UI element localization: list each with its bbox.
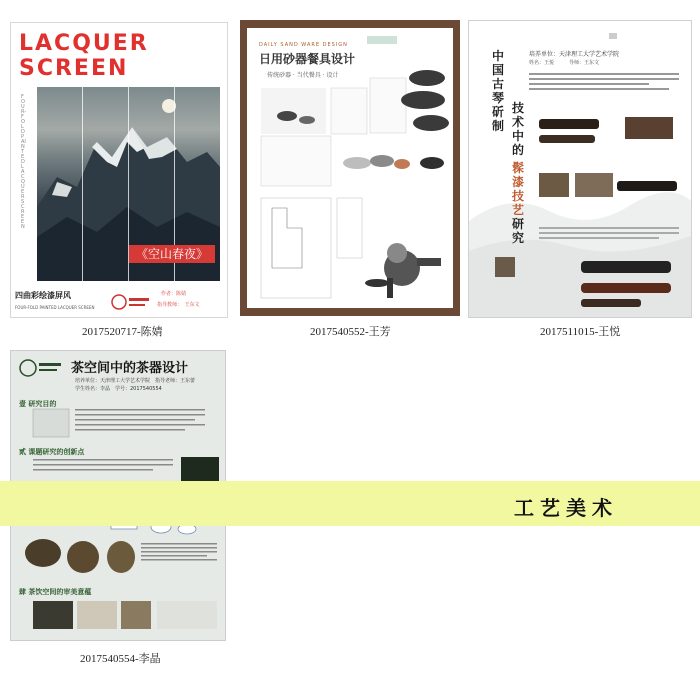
poster4-section1: 壹 研究目的 [19,400,57,408]
poster3-title-col1: 中国古琴斫制 [491,49,504,133]
poster1-subtitle-en: FOUR-FOLD PAINTED LACQUER SCREEN [15,305,95,310]
poster2-illustrations [247,28,453,308]
poster4-meta2: 学生姓名：李晶 学号：2017540554 [75,386,162,392]
university-logo-icon [111,293,151,311]
poster1-author: 作者：陈婧 [161,291,187,297]
poster1-red-title: 《空山春夜》 [129,245,215,263]
poster3-title-col2: 技术中的 [511,101,524,157]
poster-lacquer-screen [10,22,228,318]
poster3-illustrations [469,21,691,317]
poster1-title: LACQUER SCREEN [19,31,149,81]
poster-sand-ware [240,20,460,316]
poster1-subtitle: 四曲彩绘漆屏风 [15,291,71,300]
poster1-advisor: 指导教师： 王东文 [157,302,200,308]
category-label: 工艺美术 [514,496,618,520]
poster4-meta1: 培养单位：天津理工大学艺术学院 指导老师：王东蕾 [75,378,196,384]
poster2-subtitle: 传统砂器 · 当代餐具 · 设计 [267,72,339,79]
caption-poster-2: 2017540552-王芳 [310,326,391,338]
poster4-title: 茶空间中的茶器设计 [71,361,189,376]
caption-poster-3: 2017511015-王悦 [540,326,621,338]
poster2-title-zh: 日用砂器餐具设计 [259,52,356,66]
poster3-title-end: 研究 [511,217,524,245]
poster4-section2: 贰 课题研究的创新点 [19,448,85,456]
poster1-side-text: FOUR-FOLD PAINTED LACQUER SCREEN [21,94,27,230]
poster2-title-en: DAILY SAND WARE DESIGN [259,42,348,48]
poster4-section4: 肆 茶饮空间的审美意蕴 [19,588,92,596]
caption-poster-1: 2017520717-陈婧 [82,326,163,338]
poster2-content [247,28,453,308]
poster3-highlight: 髹漆技艺 [511,161,524,217]
poster3-header2: 姓名：王悦 导师：王东文 [529,60,600,66]
poster3-header: 培养单位：天津理工大学艺术学院 [529,51,620,58]
poster-guqin [468,20,692,318]
caption-poster-4: 2017540554-李晶 [80,653,161,665]
